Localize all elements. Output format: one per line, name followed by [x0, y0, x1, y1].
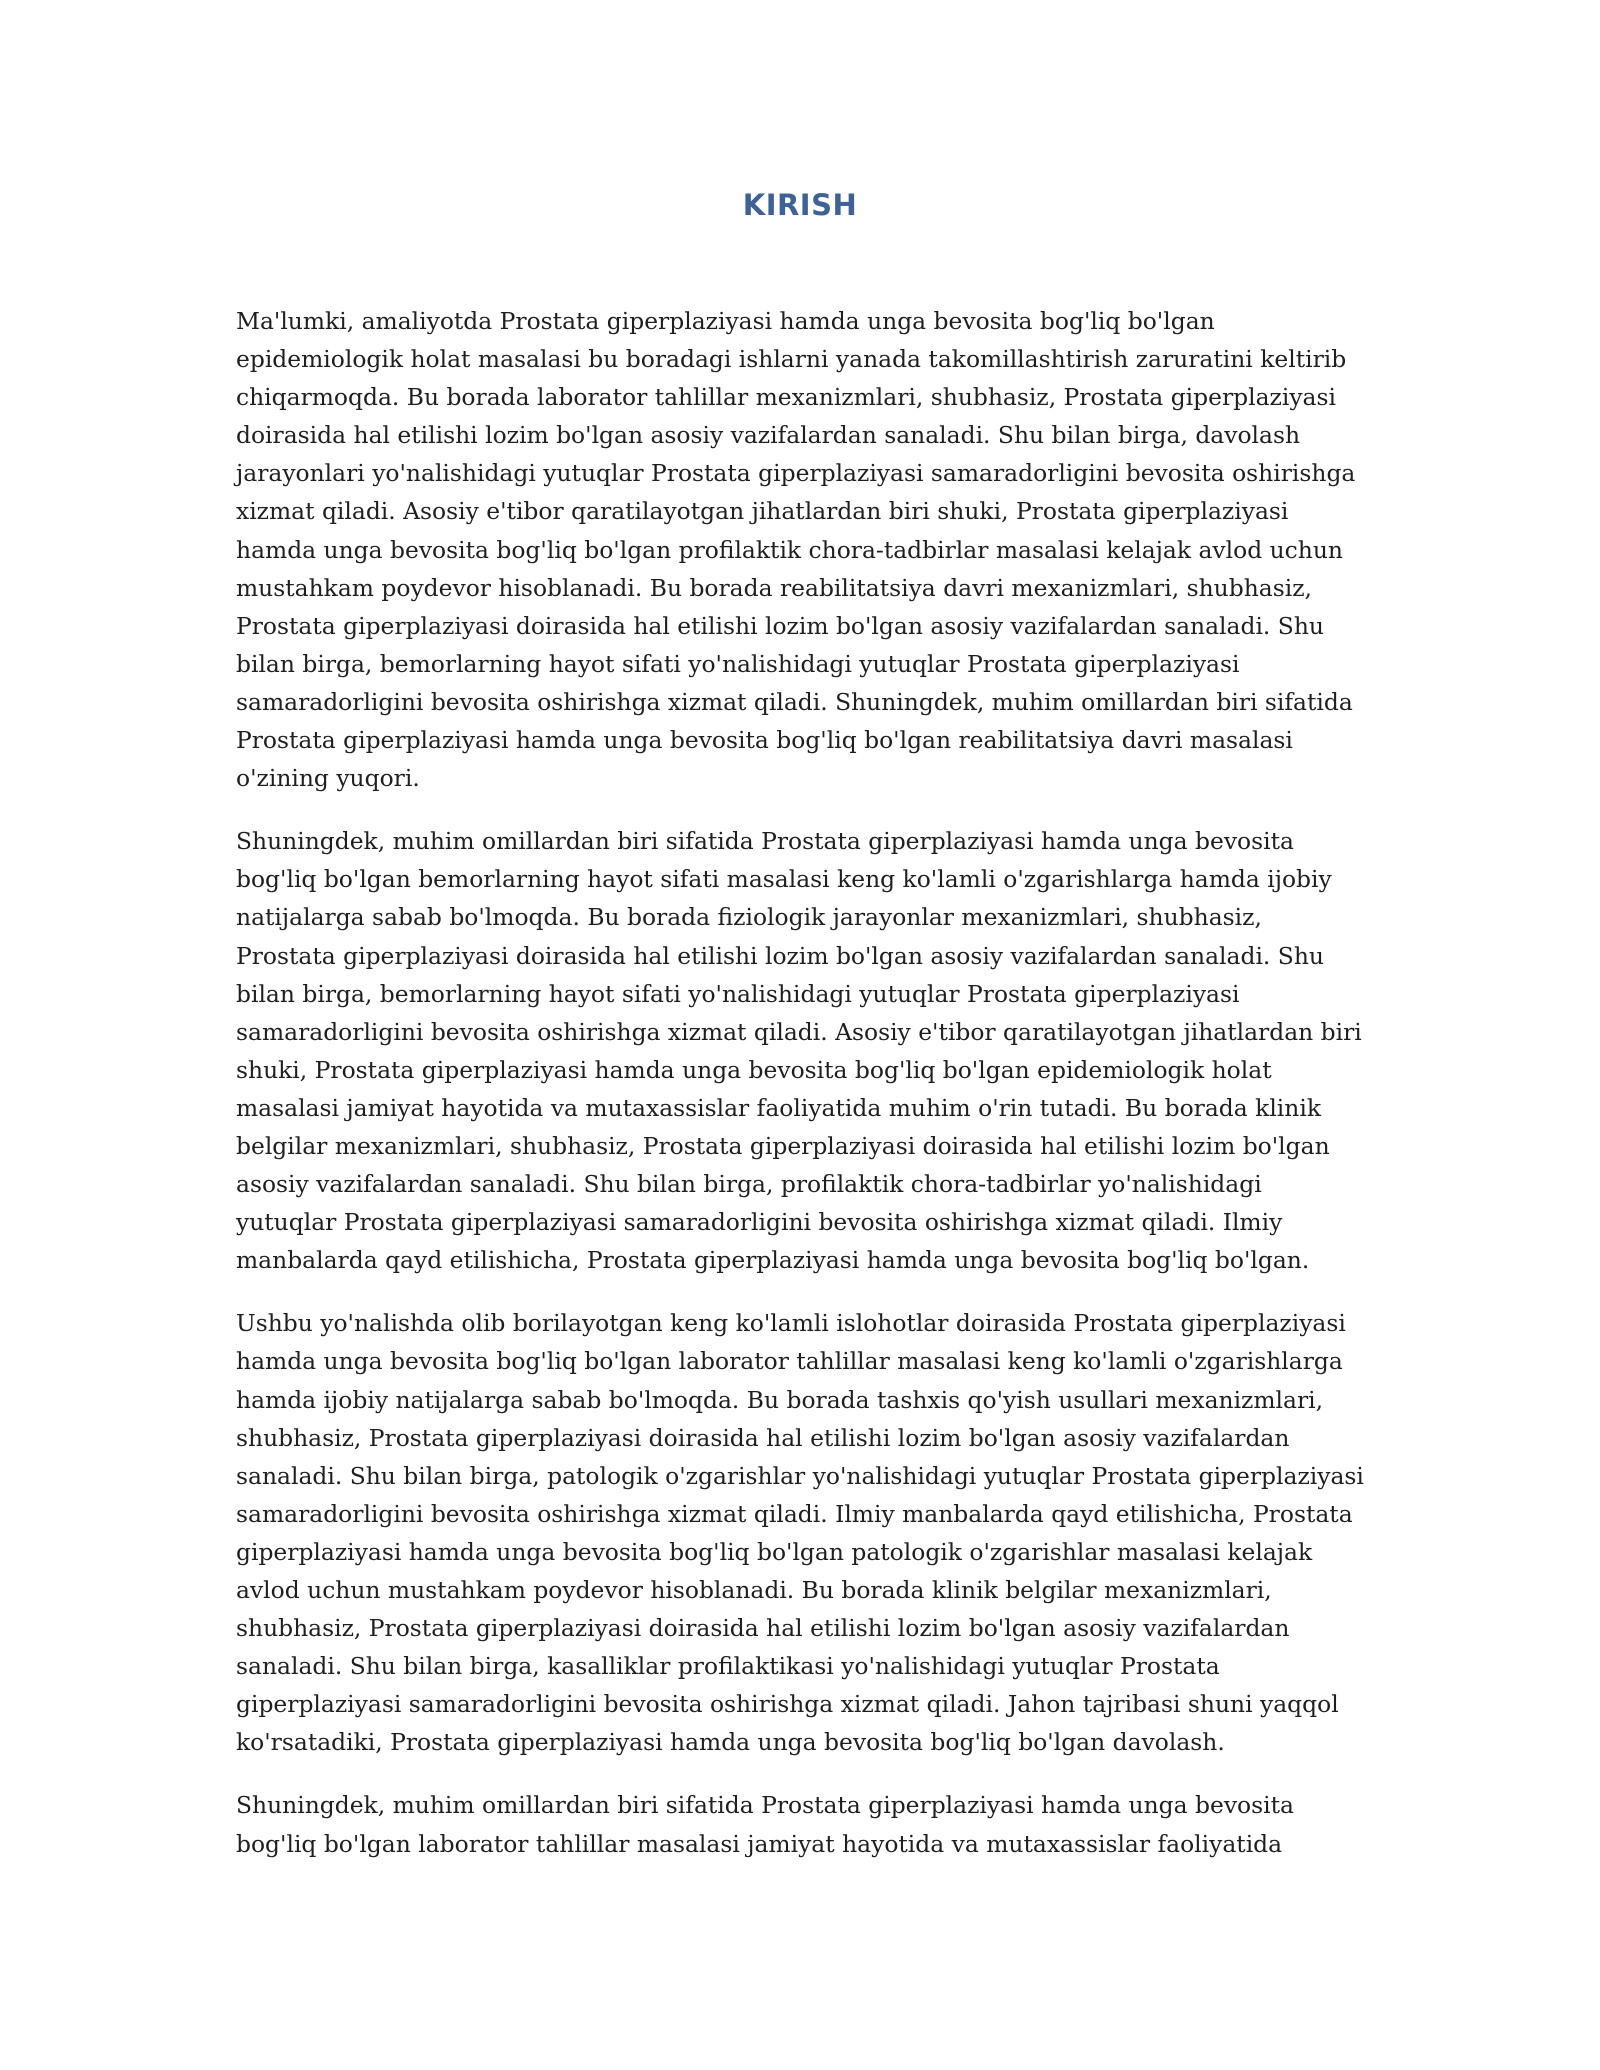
- paragraph-3: Ushbu yo'nalishda olib borilayotgan keng ko'lamli islohotlar doirasida Prostata giperplaziyasi hamda unga bevosita bog'liq bo'lgan laborator tahlillar masalasi keng ko'lamli o'zgarishlarga hamda ijobiy natijalarga sabab bo'lmoqda. Bu borada tashxis qo'yish usullari mexanizmlari, shubhasiz, Prostata giperplaziyasi doirasida hal etilishi lozim bo'lgan asosiy vazifalardan sanaladi. Shu bilan birga, patologik o'zgarishlar yo'nalishidagi yutuqlar Prostata giperplaziyasi samaradorligini bevosita oshirishga xizmat qiladi. Ilmiy manbalarda qayd etilishicha, Prostata giperplaziyasi hamda unga bevosita bog'liq bo'lgan patologik o'zgarishlar masalasi kelajak avlod uchun mustahkam poydevor hisoblanadi. Bu borada klinik belgilar mexanizmlari, shubhasiz, Prostata giperplaziyasi doirasida hal etilishi lozim bo'lgan asosiy vazifalardan sanaladi. Shu bilan birga, kasalliklar profilaktikasi yo'nalishidagi yutuqlar Prostata giperplaziyasi samaradorligini bevosita oshirishga xizmat qiladi. Jahon tajribasi shuni yaqqol ko'rsatadiki, Prostata giperplaziyasi hamda unga bevosita bog'liq bo'lgan davolash.: [236, 1309, 1364, 1757]
- page-title: KIRISH: [742, 188, 858, 222]
- paragraph-4: Shuningdek, muhim omillardan biri sifatida Prostata giperplaziyasi hamda unga bevosita bog'liq bo'lgan laborator tahlillar masalasi jamiyat hayotida va mutaxassislar faoliyatida: [236, 1791, 1294, 1858]
- document-body: [236, 302, 1366, 1888]
- paragraph-1: Ma'lumki, amaliyotda Prostata giperplaziyasi hamda unga bevosita bog'liq bo'lgan epidemiologik holat masalasi bu boradagi ishlarni yanada takomillashtirish zaruratini keltirib chiqarmoqda. Bu borada laborator tahlillar mexanizmlari, shubhasiz, Prostata giperplaziyasi doirasida hal etilishi lozim bo'lgan asosiy vazifalardan sanaladi. Shu bilan birga, davolash jarayonlari yo'nalishidagi yutuqlar Prostata giperplaziyasi samaradorligini bevosita oshirishga xizmat qiladi. Asosiy e'tibor qaratilayotgan jihatlardan biri shuki, Prostata giperplaziyasi hamda unga bevosita bog'liq bo'lgan profilaktik chora-tadbirlar masalasi kelajak avlod uchun mustahkam poydevor hisoblanadi. Bu borada reabilitatsiya davri mexanizmlari, shubhasiz, Prostata giperplaziyasi doirasida hal etilishi lozim bo'lgan asosiy vazifalardan sanaladi. Shu bilan birga, bemorlarning hayot sifati yo'nalishidagi yutuqlar Prostata giperplaziyasi samaradorligini bevosita oshirishga xizmat qiladi. Shuningdek, muhim omillardan biri sifatida Prostata giperplaziyasi hamda unga bevosita bog'liq bo'lgan reabilitatsiya davri masalasi o'zining yuqori.: [236, 307, 1356, 793]
- paragraph-2: Shuningdek, muhim omillardan biri sifatida Prostata giperplaziyasi hamda unga bevosita bog'liq bo'lgan bemorlarning hayot sifati masalasi keng ko'lamli o'zgarishlarga hamda ijobiy natijalarga sabab bo'lmoqda. Bu borada fiziologik jarayonlar mexanizmlari, shubhasiz, Prostata giperplaziyasi doirasida hal etilishi lozim bo'lgan asosiy vazifalardan sanaladi. Shu bilan birga, bemorlarning hayot sifati yo'nalishidagi yutuqlar Prostata giperplaziyasi samaradorligini bevosita oshirishga xizmat qiladi. Asosiy e'tibor qaratilayotgan jihatlardan biri shuki, Prostata giperplaziyasi hamda unga bevosita bog'liq bo'lgan epidemiologik holat masalasi jamiyat hayotida va mutaxassislar faoliyatida muhim o'rin tutadi. Bu borada klinik belgilar mexanizmlari, shubhasiz, Prostata giperplaziyasi doirasida hal etilishi lozim bo'lgan asosiy vazifalardan sanaladi. Shu bilan birga, profilaktik chora-tadbirlar yo'nalishidagi yutuqlar Prostata giperplaziyasi samaradorligini bevosita oshirishga xizmat qiladi. Ilmiy manbalarda qayd etilishicha, Prostata giperplaziyasi hamda unga bevosita bog'liq bo'lgan.: [236, 827, 1362, 1275]
